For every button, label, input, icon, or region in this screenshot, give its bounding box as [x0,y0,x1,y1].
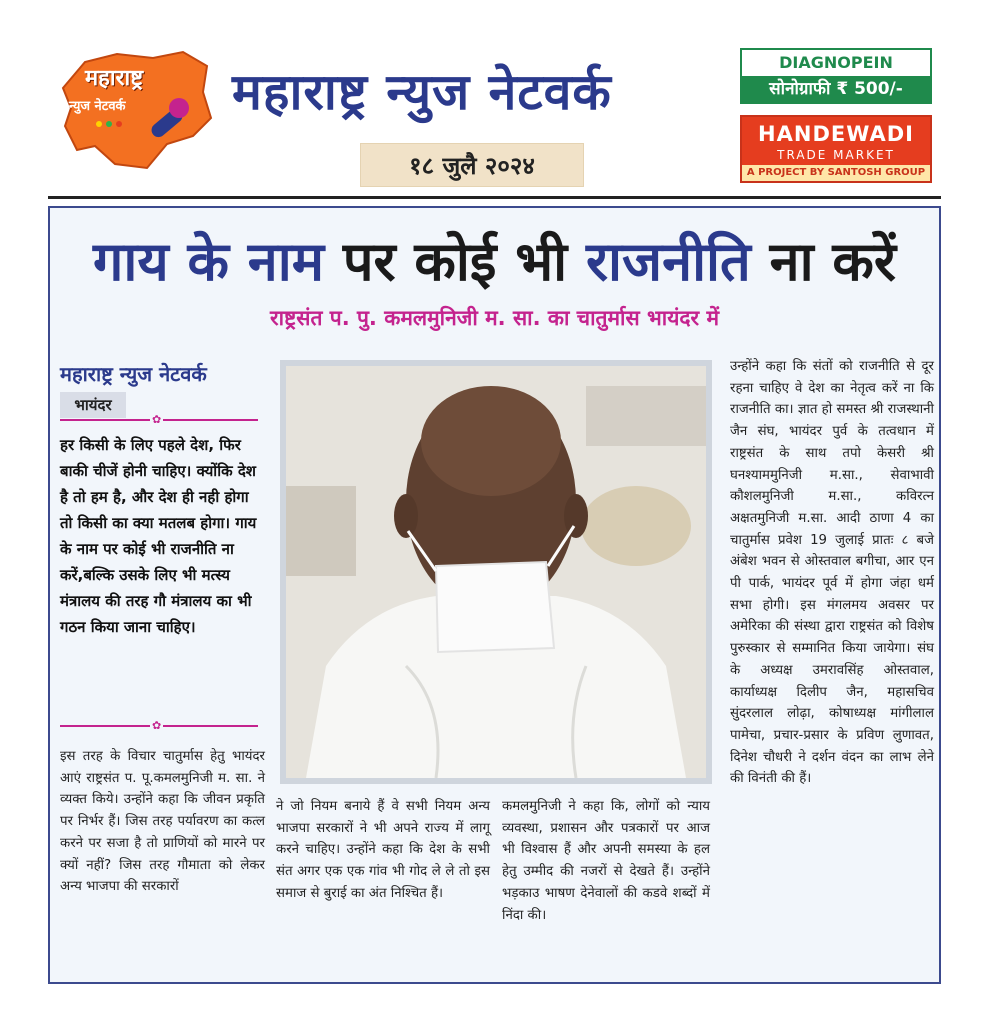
article-column-2: ने जो नियम बनाये हैं वे सभी नियम अन्य भाजपा सरकारों ने भी अपने राज्य में लागू करने चाहिए। उन्होंने कहा कि देश के सभी संत अगर एक एक गांव भी गोद ले ले तो इस समाज से बुराई का अंत निश्चित हैं। [276,799,490,901]
byline: महाराष्ट्र न्युज नेटवर्क [60,362,207,386]
issue-date: १८ जुलै २०२४ [360,143,584,187]
headline [50,222,939,296]
ornament-divider-bottom [60,720,258,732]
logo-subtitle: न्युज नेटवर्क [69,99,126,114]
handewadi-ad[interactable] [740,115,932,183]
ad1-offer: सोनोग्राफी ₹ 500/- [742,76,930,102]
masthead-divider [48,196,941,199]
diagnopein-ad[interactable] [740,48,932,104]
ornament-divider-top [60,414,258,426]
masthead [0,0,987,195]
headline-part4: ना करें [750,230,896,293]
monk-portrait-image [286,366,706,778]
article-photo [280,360,712,784]
headline-part1: गाय के नाम [93,230,325,293]
article-column-1: इस तरह के विचार चातुर्मास हेतु भायंदर आएं राष्ट्रसंत प. पू.कमलमुनिजी म. सा. ने व्यक्त किये। उन्होंने कहा कि जीवन प्रकृति पर निर्भर हैं। जिस तरह पर्यावरण का कत्ल करने पर सजा है तो प्राणियों को मारने पर क्यों नहीं? जिस तरह गौमाता को लेकर अन्य भाजपा की सरकारों [60,749,265,895]
headline-part3: राजनीति [585,230,751,293]
dateline-place: भायंदर [60,392,126,418]
article-frame [48,206,941,984]
logo [55,48,215,176]
ad2-footer: A PROJECT BY SANTOSH GROUP [742,165,930,181]
logo-title: महाराष्ट्र [85,66,144,91]
article-column-3: कमलमुनिजी ने कहा कि, लोगों को न्याय व्यवस्था, प्रशासन और पत्रकारों पर आज भी विश्वास हैं और अपनी समस्या के हल हेतु उम्मीद की नजरों से देखते हैं। उन्होंने भड़काउ भाषण देनेवालों की कडवे शब्दों में निंदा की। [502,799,710,923]
headline-part2: पर कोई भी [324,230,586,293]
ornament-icon: ✿ [152,719,162,732]
lead-paragraph: हर किसी के लिए पहले देश, फिर बाकी चीजें होनी चाहिए। क्योंकि देश है तो हम है, और देश ही नही होगा तो किसी का क्या मतलब होगा। गाय के नाम पर कोई भी राजनीति ना करें,बल्कि उसके लिए भी मत्स्य मंत्रालय की तरह गौ मंत्रालय का भी गठन किया जाना चाहिए। [60,436,257,636]
newspaper-name: महाराष्ट्र न्युज नेटवर्क [232,63,612,121]
article-column-4: उन्होंने कहा कि संतों को राजनीति से दूर रहना चाहिए वे देश का नेतृत्व करें ना कि राजनीति का। ज्ञात हो समस्त श्री राजस्थानी जैन संघ, भायंदर पुर्व के तत्वधान में राष्ट्रसंत के साथ तपो केसरी श्री घनश्याममुनिजी म.सा., सेवाभावी कौशलमुनिजी म.सा., कविरत्न अक्षतमुनिजी म.सा. आदी ठाणा 4 का चातुर्मास प्रवेश 19 जुलाई प्रातः ८ बजे अंबेश भवन से ओस्तवाल बगीचा, आर एन पी पार्क, भायंदर पूर्व में होगा जंहा धर्म सभा होगी। इस मंगलमय अवसर पर अमेरिका की संस्था द्वारा राष्ट्रसंत को विशेष पुरुस्कार से सम्मानित किया जायेगा। संघ के अध्यक्ष उमरावसिंह ओस्तवाल, कार्याध्यक्ष दिलीप जैन, महासचिव सुंदरलाल लोढ़ा, कोषाध्यक्ष मांगीलाल पामेचा, प्रचार-प्रसार के प्रविण लुणावत, दिनेश चौधरी ने दर्शन वंदन का लाभ लेने की विनंती की हैं। [730,359,934,787]
ornament-icon: ✿ [152,413,162,426]
subheadline: राष्ट्रसंत प. पु. कमलमुनिजी म. सा. का चातुर्मास भायंदर में [270,306,719,330]
ad1-brand: DIAGNOPEIN [779,53,893,72]
ad2-subtitle: TRADE MARKET [777,148,895,162]
ad2-title: HANDEWADI [758,122,914,146]
